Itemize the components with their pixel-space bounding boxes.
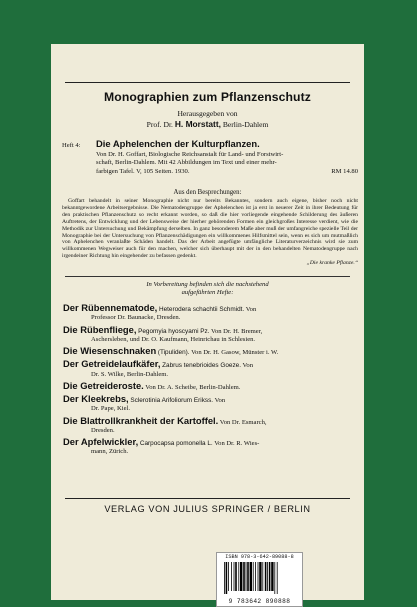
item-title: Die Wiesenschnaken (63, 345, 157, 356)
item-latin: Pegomyia hyoscyami Pz. (138, 327, 210, 335)
item-author: Von Dr. Esmarch, (219, 418, 267, 426)
item-author: Von (245, 306, 257, 313)
item-author-cont: mann, Zürich. (91, 448, 129, 456)
item-author: Von (214, 397, 226, 405)
review-block (62, 198, 358, 267)
item-title: Die Getreideroste. (63, 379, 144, 391)
barcode-bar (267, 562, 268, 591)
item-title: Die Rübenfliege, (63, 323, 137, 335)
heft-details (96, 168, 358, 177)
list-item (63, 347, 355, 357)
item-title: Der Getreidelaufkäfer, (63, 358, 161, 370)
preparation-line-2: aufgeführten Hefte: (181, 289, 234, 297)
item-latin: Zabrus tenebrioides Goeze. (162, 362, 241, 370)
barcode-bar (235, 562, 237, 591)
barcode-digits: 9 783642 890888 (228, 598, 291, 605)
barcode-bar (259, 562, 261, 591)
review-source: „Die kranke Pflanze.“ (306, 260, 358, 267)
list-item (63, 438, 355, 456)
barcode-bar (240, 562, 242, 591)
heft-price: RM 14.80 (331, 167, 358, 175)
item-latin: Heterodera schachtii Schmidt. (158, 306, 245, 313)
list-item (63, 360, 355, 378)
item-author-cont: Dr. S. Wilke, Berlin-Dahlem. (91, 370, 169, 378)
list-item (63, 304, 355, 322)
item-author: Von Dr. A. Scheibe, Berlin-Dahlem. (145, 383, 241, 391)
item-title: Der Apfelwickler, (63, 436, 139, 448)
barcode-bar (231, 562, 232, 591)
item-title: Der Rübennematode, (63, 302, 158, 313)
heft-author-line-1: Von Dr. H. Goffart, Biologische Reichsanstalt für Land- und Forstwirt- (96, 150, 284, 158)
barcode-bar (247, 562, 249, 591)
barcode-bar (277, 562, 278, 594)
item-latin: Sclerotinia Arifoliorum Erikss. (130, 397, 214, 405)
heft-title: Die Aphelenchen der Kulturpflanzen. (96, 138, 260, 149)
book-cover (51, 44, 364, 605)
barcode-bar (274, 562, 275, 594)
item-author-cont: Professor Dr. Baunacke, Dresden. (91, 314, 181, 322)
item-latin: Carpocapsa pomonella L. (139, 440, 213, 448)
barcode-bar (253, 562, 254, 591)
barcode-bar (243, 562, 245, 591)
item-author: Von Dr. H. Bremer, (211, 327, 263, 335)
list-item (63, 323, 355, 344)
list-item (63, 414, 355, 435)
barcode-bar (265, 562, 267, 591)
heft-entry (62, 140, 358, 176)
item-author-cont: Aschersleben, und Dr. O. Kaufmann, Heinrichau in Schlesien. (91, 335, 256, 343)
heft-label: Heft 4: (62, 142, 81, 149)
preparation-line-1: In Vorbereitung befinden sich die nachstehend (146, 281, 269, 288)
series-title: Monographien zum Pflanzenschutz (104, 90, 311, 104)
top-rule (65, 82, 350, 83)
barcode-bar (226, 562, 228, 594)
review-heading: Aus den Besprechungen: (173, 189, 242, 196)
editor-name-line (51, 119, 364, 129)
list-item (63, 395, 355, 413)
editor-prefix: Prof. Dr. (146, 120, 173, 129)
barcode-label (216, 552, 303, 607)
publisher-line: VERLAG VON JULIUS SPRINGER / BERLIN (104, 504, 311, 514)
barcode-bar (250, 562, 252, 591)
barcode-bar (246, 562, 247, 591)
editor-name: H. Morstatt, (174, 119, 221, 129)
barcode-bar (269, 562, 271, 591)
barcode-bar (271, 562, 273, 591)
editor-line: Herausgegeben von (177, 109, 238, 118)
item-title: Die Blattrollkrankheit der Kartoffel. (63, 414, 219, 426)
barcode-bar (234, 562, 235, 591)
barcode-bar (224, 562, 225, 594)
item-title: Der Kleekrebs, (63, 393, 129, 405)
item-author: Von Dr. H. Gasow, Münster i. W. (191, 349, 279, 356)
editor-location: Berlin-Dahlem (222, 120, 269, 129)
heft-author-line-2: schaft, Berlin-Dahlem. Mit 42 Abbildungen im Text und einer mehr- (96, 159, 277, 167)
item-author: Von Dr. R. Wies- (214, 440, 260, 448)
item-author-cont: Dresden. (91, 426, 115, 434)
upcoming-list (63, 304, 355, 460)
middle-rule (65, 276, 350, 277)
barcode-bar (255, 562, 256, 591)
item-author: Von (242, 362, 254, 370)
barcode-bar (238, 562, 239, 591)
barcode-bar (262, 562, 263, 591)
bottom-rule (65, 498, 350, 499)
barcode-bar (228, 562, 229, 591)
isbn-text: ISBN 978-3-642-89088-8 (225, 554, 294, 560)
barcode-bar (258, 562, 259, 591)
barcode-icon (224, 562, 295, 594)
heft-details-text: farbigen Tafel. V, 105 Seiten. 1930. (96, 167, 190, 175)
item-author-cont: Dr. Pape, Kiel. (91, 405, 131, 413)
list-item (63, 379, 355, 392)
item-latin: (Tipuliden). (157, 349, 190, 356)
preparation-note (62, 281, 353, 297)
review-text: Goffart behandelt in seiner Monographie nicht nur bereits Bekanntes, sondern auch eigene, bisher noch nicht bekanntgewordene Arbeitsergebnisse. Die Nematodengruppe der Aphelenchen ist ja erst in neuerer Zeit in ihrer Bedeutung für den praktischen Pflanzenschutz so recht erkannt worden, so daß die hier vorliegende eingehende Schilderung des äußeren Auftretens, der Entwicklung und der Lebensweise der hierher gehörenden Formen ein gleichgroßes Interesse verdient, wie die Methodik zur Untersuchung und Bekämpfung derselben. In ganz besonderem Maße aber muß der umfangreiche spezielle Teil der Monographie bei der Untersuchung von Pflanzenschädigungen ein willkommenes Hilfsmittel sein, wenn es sich um mutmaßlich von Aphelenchen veranlaßte Schäden handelt. Das der Arbeit angefügte umfängliche Literaturverzeichnis wird sie zum willkommenen Wegweiser auch für den machen, welcher sich überhaupt mit der in den behandelten Nematodengruppe nach irgendeiner Richtung hin eingehender zu befassen gedenkt. (62, 198, 358, 260)
